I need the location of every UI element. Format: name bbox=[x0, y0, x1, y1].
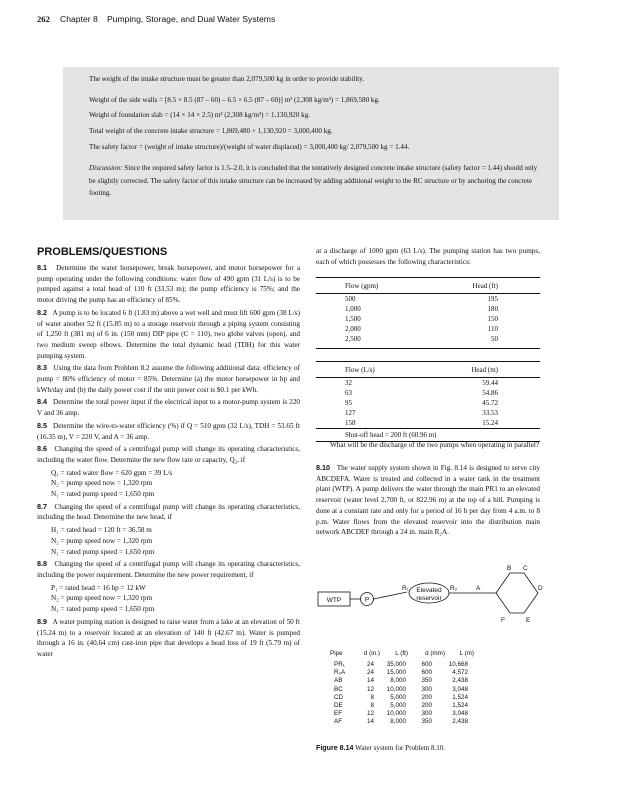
page-number: 262 bbox=[37, 14, 50, 24]
problem-8-4: 8.4 Determine the total power input if the electrical input to a motor-pump system is 220 V and 36 amp. bbox=[37, 397, 301, 418]
item: N₂ = pump speed now = 1,320 rpm bbox=[51, 594, 153, 603]
table-row: 2,000 110 bbox=[345, 325, 498, 333]
running-header bbox=[37, 14, 275, 24]
wtp-label: WTP bbox=[326, 597, 342, 604]
r2-label: R₂ bbox=[450, 585, 458, 592]
table-footer: Shut-off head = 200 ft (60.96 m) bbox=[316, 429, 540, 442]
table-row: 1,000 180 bbox=[345, 305, 498, 313]
pipe-pr1 bbox=[374, 592, 408, 599]
problem-8-5: 8.5 Determine the wire-to-water efficiency (%) if Q = 510 gpm (32 L/s), TDH = 53.65 ft (16.35 m), V = 220 V, and A = 36 amp. bbox=[37, 420, 300, 441]
figure-caption bbox=[316, 744, 445, 752]
box-line-2: Weight of the side walls = [8.5 × 8.5 (87 – 60) – 6.5 × 6.5 (87 – 60)] m³ (2,308 kg/m³) = 1,869,580 kg. bbox=[89, 96, 380, 104]
distribution-network bbox=[496, 573, 538, 613]
pipe-data-table bbox=[330, 650, 530, 727]
table-row: AF 14 8,000 350 2,438 bbox=[334, 718, 468, 726]
problem-8-10: 8.10 The water supply system shown in Fig. 8.14 is designed to serve city ABCDEFA. Water is treated and collected in a water tank in the treatment plant (WTP). A pump delivers the water through the main PR1 to an elevated reservoir (water level 2,700 ft, or 822.96 m) at the top of a hill. Pumping is done at a constant rate and only for a period of 16 h per day from 4 a.m. to 8 p.m. Water flows from the elevated reservoir into the distribution main network ABCDEF through a 24 in. main R₂A. bbox=[316, 463, 540, 537]
table-row: R₂A 24 15,000 600 4,572 bbox=[334, 669, 468, 677]
box-line-3: Weight of foundation slab = (14 × 14 × 2.5) m³ (2,308 kg/m³) = 1,130,920 kg. bbox=[89, 111, 311, 119]
item: H₁ = rated head = 120 ft = 36.58 m bbox=[51, 526, 152, 535]
problem-8-6: 8.6 Changing the speed of a centrifugal pump will change its operating characteristics, including the water flow. Determine the new flow rate or capacity, Q₂, if bbox=[37, 444, 300, 464]
chapter-label: Chapter 8 bbox=[60, 14, 98, 24]
table-row: PR₁ 24 35,000 600 10,668 bbox=[334, 661, 468, 668]
table-row: 158 15.24 bbox=[345, 419, 498, 427]
parallel-question: What will be the discharge of the two pumps when operating in parallel? bbox=[330, 441, 540, 449]
reservoir-label-1: Elevated bbox=[416, 587, 442, 594]
table-row: 95 45.72 bbox=[345, 399, 498, 407]
problem-8-1: 8.1 Determine the water horsepower, break horsepower, and motor horsepower for a pump operating under the following conditions: water flow of 490 gpm (31 L/s) is to be pumped against a total head of 110 ft (33.53 m); the pump efficiency is 75%; and the motor driving the pump has an efficiency of 85%. bbox=[37, 263, 301, 305]
node-e-label: E bbox=[526, 617, 531, 624]
section-title: PROBLEMS/QUESTIONS bbox=[37, 246, 168, 258]
problem-8-2: 8.2 A pump is to be located 6 ft (1.83 m) above a wet well and must lift 600 gpm (38 L/s) of water another 52 ft (15.85 m) to a storage reservoir through a piping system consisting of 1,250 ft (381 m) of 6 in. (150 mm) DIP pipe (C = 110), two globe valves (open), and two medium sweep elbows. Determine the total dynamic head (TDH) for this water pumping system. bbox=[37, 307, 300, 360]
table-row: EF 12 10,000 300 3,048 bbox=[334, 710, 468, 718]
pump-table-us bbox=[316, 277, 540, 349]
reservoir-label-2: reservoir bbox=[416, 595, 442, 602]
node-c-label: C bbox=[523, 565, 528, 572]
discussion-label: Discussion: bbox=[89, 164, 123, 172]
table-row: CD 8 5,000 200 1,524 bbox=[334, 693, 468, 701]
box-line-5: The safety factor = (weight of intake structure)/(weight of water displaced) = 3,000,400 kg/ 2,079,500 kg = 1.44. bbox=[89, 143, 410, 151]
pump-table-si bbox=[316, 361, 540, 442]
box-line-4: Total weight of the concrete intake structure = 1,869,480 + 1,130,920 = 3,000,400 kg. bbox=[89, 127, 333, 135]
problem-8-8: 8.8 Changing the speed of a centrifugal pump will change its operating characteristics, including the power requirement. Determine the new power requirement, if bbox=[37, 559, 300, 579]
table-row: 127 33.53 bbox=[345, 409, 498, 417]
box-line-1: The weight of the intake structure must be greater than 2,079,500 kg in order to provide stability. bbox=[89, 75, 365, 83]
node-a-label: A bbox=[476, 585, 481, 592]
table-row: 500 195 bbox=[345, 295, 498, 303]
left-column bbox=[37, 263, 300, 662]
r1-label: R₁ bbox=[402, 585, 409, 592]
item: N₂ = pump speed now = 1,320 rpm bbox=[51, 479, 153, 488]
problem-8-7: 8.7 Changing the speed of a centrifugal pump will change its operating characteristics, including the head. Determine the new head, if bbox=[37, 501, 300, 522]
node-b-label: B bbox=[507, 565, 512, 572]
item: P₁ = rated head = 16 hp = 12 kW bbox=[51, 583, 146, 592]
table-header: Flow (gpm) Head (ft) bbox=[316, 278, 540, 294]
table-row: BC 12 10,000 300 3,048 bbox=[334, 685, 468, 693]
problem-8-9: 8.9 A water pumping station is designed to raise water from a lake at an elevation of 50 ft (15.24 m) to a reservoir located at an elevation of 140 ft (42.67 m). Water is pumped through a 16 in. (40.64 cm) cast-iron pipe that develops a head loss of 19 ft (5.79 m) of water bbox=[37, 616, 301, 658]
table-row: DE 8 5,000 200 1,524 bbox=[334, 701, 468, 709]
caption-label: Figure 8.14 bbox=[316, 744, 354, 752]
pipe-table-header: Pipe d (in.) L (ft) d (mm) L (m) bbox=[330, 650, 474, 657]
problem-8-3: 8.3 Using the data from Problem 8.2 assume the following additional data: efficiency of pump = 80% efficiency of motor = 85%. Determine (a) the motor horsepower in hp and kWh/day and (b) the daily power cost if the unit power cost is $0.1 per kWh. bbox=[37, 363, 300, 394]
table-header: Flow (L/s) Head (m) bbox=[316, 362, 540, 378]
table-row: 1,500 150 bbox=[345, 315, 498, 323]
item: N₁ = rated pump speed = 1,650 rpm bbox=[51, 490, 155, 499]
table-row: 63 54.86 bbox=[345, 389, 498, 397]
solution-box bbox=[63, 67, 559, 220]
chapter-title: Pumping, Storage, and Dual Water Systems bbox=[106, 14, 276, 24]
node-f-label: F bbox=[501, 617, 505, 624]
discussion-paragraph bbox=[89, 162, 539, 200]
caption-text: Water system for Problem 8.10. bbox=[353, 744, 446, 752]
item: N₁ = rated pump speed = 1,650 rpm bbox=[51, 547, 155, 556]
item: N₂ = pump speed now = 1,320 rpm bbox=[51, 536, 153, 545]
discussion-text: Since the required safety factor is 1.5–2.0, it is concluded that the tentatively designed concrete intake structure (safety factor = 1.44) should only be slightly corrected. The safety factor of this intake structure can be increased by adding additional weight to the RC structure or by anchoring the concrete footing. bbox=[89, 164, 538, 198]
table-row: AB 14 8,000 350 2,438 bbox=[334, 677, 468, 685]
right-intro: at a discharge of 1000 gpm (63 L/s). The pumping station has two pumps, each of which possesses the following characteristics: bbox=[316, 247, 540, 266]
table-row: 2,500 50 bbox=[316, 334, 540, 349]
pump-label: P bbox=[364, 596, 370, 604]
item: Q₁ = rated water flow = 620 gpm = 39 L/s bbox=[51, 468, 173, 477]
table-row: 32 59.44 bbox=[345, 379, 498, 387]
node-d-label: D bbox=[538, 585, 543, 592]
item: N₁ = rated pump speed = 1,650 rpm bbox=[51, 605, 155, 614]
